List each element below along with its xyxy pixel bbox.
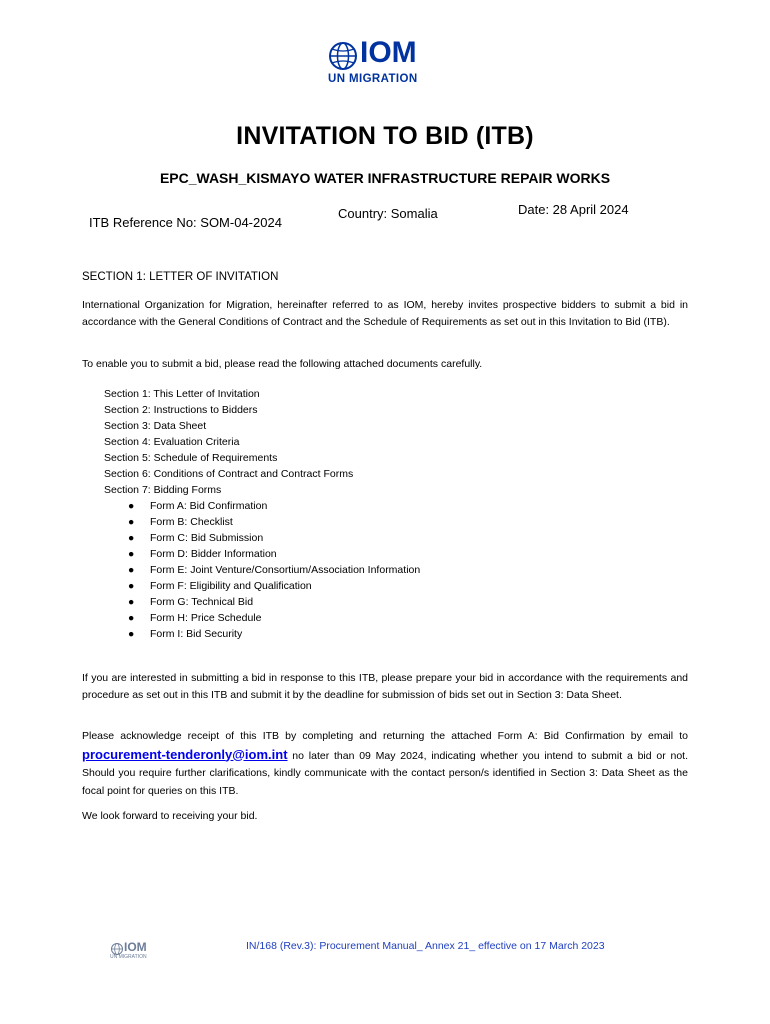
list-item: Section 1: This Letter of Invitation [104,388,260,400]
bullet-icon: ● [128,580,135,592]
list-item: Section 2: Instructions to Bidders [104,404,258,416]
form-label: Form C: Bid Submission [150,532,264,544]
submission-paragraph: If you are interested in submitting a bid in response to this ITB, please prepare your bid in accordance with the requirements and procedure as set out in this ITB and submit it by the deadline for submission of bids set out in Section 3: Data Sheet. [82,672,688,701]
date-label: Date: 28 April 2024 [518,202,629,217]
documents-intro: To enable you to submit a bid, please read the following attached documents carefully. [82,358,483,370]
form-label: Form B: Checklist [150,516,233,528]
list-item: Section 6: Conditions of Contract and Contract Forms [104,468,354,480]
list-item [128,498,420,514]
section-heading: SECTION 1: LETTER OF INVITATION [82,271,279,283]
form-label: Form D: Bidder Information [150,548,277,560]
list-item [128,546,420,562]
forms-list [128,498,420,642]
logo-word: IOM [360,36,417,69]
bullet-icon: ● [128,516,135,528]
form-label: Form I: Bid Security [150,628,243,640]
form-label: Form G: Technical Bid [150,596,254,608]
list-item [128,610,420,626]
form-label: Form A: Bid Confirmation [150,500,268,512]
footer-text: IN/168 (Rev.3): Procurement Manual_ Annex 21_ effective on 17 March 2023 [246,940,605,952]
list-item: Section 3: Data Sheet [104,420,207,432]
list-item [128,530,420,546]
form-label: Form F: Eligibility and Qualification [150,580,312,592]
country-label: Country: Somalia [338,206,438,221]
list-item [128,578,420,594]
bullet-icon: ● [128,564,135,576]
bullet-icon: ● [128,612,135,624]
acknowledge-to: to [679,730,688,742]
acknowledge-text: Please acknowledge receipt of this ITB by completing and returning the attached Form A: Bid Confirmation by email [82,730,674,742]
page-title: INVITATION TO BID (ITB) [236,122,534,150]
list-item: Section 7: Bidding Forms [104,484,222,496]
sections-list [104,386,353,498]
bullet-icon: ● [128,548,135,560]
footer-logo [110,942,156,960]
list-item [128,514,420,530]
page-subtitle: EPC_WASH_KISMAYO WATER INFRASTRUCTURE REPAIR WORKS [159,170,611,186]
email-link[interactable]: procurement-tenderonly@iom.int [82,746,288,762]
itb-reference: ITB Reference No: SOM-04-2024 [89,215,282,230]
list-item [128,594,420,610]
intro-paragraph: International Organization for Migration, hereinafter referred to as IOM, hereby invites prospective bidders to submit a bid in accordance with the General Conditions of Contract and the Schedule of Requirements as set out in this Invitation to Bid (ITB). [82,299,688,328]
logo-tagline: UN MIGRATION [328,73,418,85]
bullet-icon: ● [128,596,135,608]
acknowledge-paragraph [82,728,688,800]
acknowledge-rest: no later than 09 May 2024, indicating whether you intend to submit a bid or not. Should you require further clarifications, kindly communicate with the contact person/s identified in Section 3: Data Sheet as the focal point for queries on this ITB. [82,749,688,797]
list-item: Section 4: Evaluation Criteria [104,436,240,448]
footer-logo-tagline: UN MIGRATION [110,954,147,960]
form-label: Form E: Joint Venture/Consortium/Association Information [150,564,421,576]
iom-logo [326,36,446,88]
closing-paragraph: We look forward to receiving your bid. [82,810,258,822]
form-label: Form H: Price Schedule [150,612,262,624]
bullet-icon: ● [128,500,135,512]
list-item: Section 5: Schedule of Requirements [104,452,278,464]
list-item [128,562,420,578]
bullet-icon: ● [128,628,135,640]
list-item [128,626,420,642]
bullet-icon: ● [128,532,135,544]
footer-logo-word: IOM [124,940,147,954]
